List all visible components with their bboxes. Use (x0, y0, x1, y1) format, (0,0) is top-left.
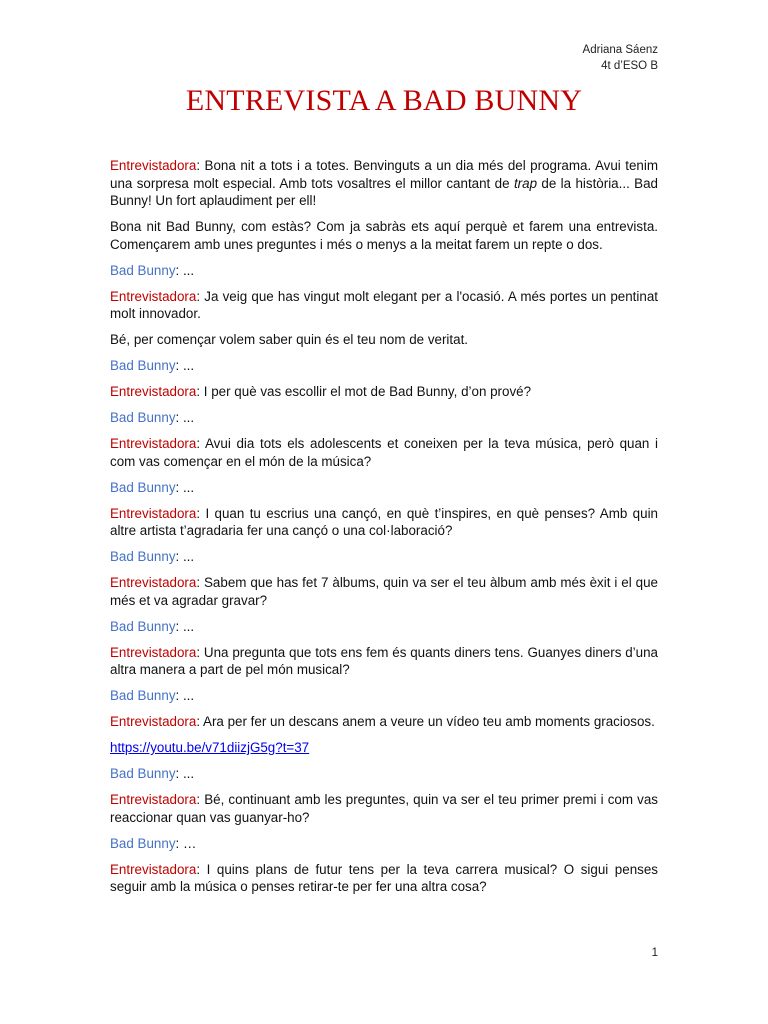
answer-line (110, 262, 658, 280)
paragraph-plain (110, 331, 658, 349)
speaker-guest: Bad Bunny (110, 410, 176, 425)
answer-line (110, 618, 658, 636)
interview-body (110, 157, 658, 904)
answer-text: : ... (175, 410, 195, 425)
speaker-interviewer: Entrevistadora (110, 861, 197, 877)
question-line (110, 383, 658, 401)
question-text: : Ara per fer un descans anem a veure un vídeo teu amb moments graciosos. (196, 714, 655, 729)
class-name: 4t d’ESO B (601, 60, 658, 72)
video-link-line (110, 739, 658, 757)
speaker-interviewer: Entrevistadora (110, 288, 197, 304)
emphasis-text: trap (513, 175, 538, 191)
speaker-guest: Bad Bunny (110, 766, 176, 781)
question-text: : I per què vas escollir el mot de Bad Bunny, d’on prové? (196, 384, 532, 399)
question-line (110, 435, 658, 470)
question-text: : Bé, continuant amb les preguntes, quin va ser el teu primer premi i com vas reaccionar quan vas guanyar-ho? (110, 792, 658, 825)
question-line (110, 713, 658, 731)
paragraph-text: de la història... Bad Bunny! Un fort aplaudiment per ell! (110, 175, 658, 208)
document-title: ENTREVISTA A BAD BUNNY (185, 84, 583, 117)
question-line (110, 861, 658, 896)
question-line (110, 288, 658, 323)
answer-text: : … (175, 835, 197, 851)
question-text: : Avui dia tots els adolescents et coneixen per la teva música, però quan i com vas començar en el món de la música? (110, 436, 658, 469)
question-line (110, 505, 658, 540)
answer-line (110, 357, 658, 375)
speaker-interviewer: Entrevistadora (110, 644, 197, 660)
question-line (110, 791, 658, 826)
speaker-guest: Bad Bunny (110, 688, 176, 703)
paragraph-intro (110, 157, 658, 210)
answer-line (110, 835, 658, 853)
answer-line (110, 409, 658, 427)
question-line (110, 644, 658, 679)
answer-text: : ... (175, 479, 195, 495)
question-text: : Una pregunta que tots ens fem és quants diners tens. Guanyes diners d’una altra manera a part de pel món musical? (110, 644, 658, 677)
question-text: : Ja veig que has vingut molt elegant per a l'ocasió. A més portes un pentinat molt innovador. (110, 288, 658, 321)
speaker-guest: Bad Bunny (110, 262, 176, 278)
question-text: : Sabem que has fet 7 àlbums, quin va ser el teu àlbum amb més èxit i el que més et va agradar gravar? (110, 575, 658, 608)
answer-text: : ... (175, 358, 195, 373)
speaker-guest: Bad Bunny (110, 618, 176, 634)
question-line (110, 574, 658, 609)
speaker-guest: Bad Bunny (110, 549, 176, 564)
answer-text: : ... (175, 618, 195, 634)
answer-line (110, 687, 658, 705)
speaker-guest: Bad Bunny (110, 835, 176, 851)
video-link[interactable]: https://youtu.be/v71diizjG5g?t=37 (110, 740, 310, 755)
author-name: Adriana Sáenz (582, 44, 658, 56)
speaker-interviewer: Entrevistadora (110, 792, 197, 807)
paragraph-text: Bona nit Bad Bunny, com estàs? Com ja sabràs ets aquí perquè et farem una entrevista. Començarem amb unes preguntes i més o menys a la meitat farem un repte o dos. (110, 219, 658, 252)
question-text: : I quan tu escrius una cançó, en què t’inspires, en què penses? Amb quin altre artista t’agradaria fer una cançó o una col·laboració? (110, 505, 658, 538)
answer-line (110, 765, 658, 783)
answer-text: : ... (175, 688, 195, 703)
question-text: : I quins plans de futur tens per la teva carrera musical? O sigui penses seguir amb la música o penses retirar-te per fer una altra cosa? (110, 861, 658, 894)
paragraph-text: : Bona nit a tots i a totes. Benvinguts a un dia més del programa. Avui tenim una sorpresa molt especial. Amb tots vosaltres el millor cantant de (110, 158, 658, 191)
speaker-guest: Bad Bunny (110, 479, 176, 495)
page-number: 1 (651, 947, 658, 959)
author-block (583, 42, 658, 74)
speaker-interviewer: Entrevistadora (110, 436, 197, 451)
answer-text: : ... (175, 262, 195, 278)
speaker-guest: Bad Bunny (110, 358, 176, 373)
answer-line (110, 548, 658, 566)
answer-text: : ... (175, 766, 195, 781)
paragraph-greeting (110, 218, 658, 253)
speaker-interviewer: Entrevistadora (110, 158, 197, 173)
answer-text: : ... (175, 549, 195, 564)
speaker-interviewer: Entrevistadora (110, 384, 197, 399)
speaker-interviewer: Entrevistadora (110, 714, 197, 729)
paragraph-text: Bé, per començar volem saber quin és el teu nom de veritat. (110, 332, 469, 347)
answer-line (110, 479, 658, 497)
speaker-interviewer: Entrevistadora (110, 575, 197, 590)
speaker-interviewer: Entrevistadora (110, 505, 197, 521)
